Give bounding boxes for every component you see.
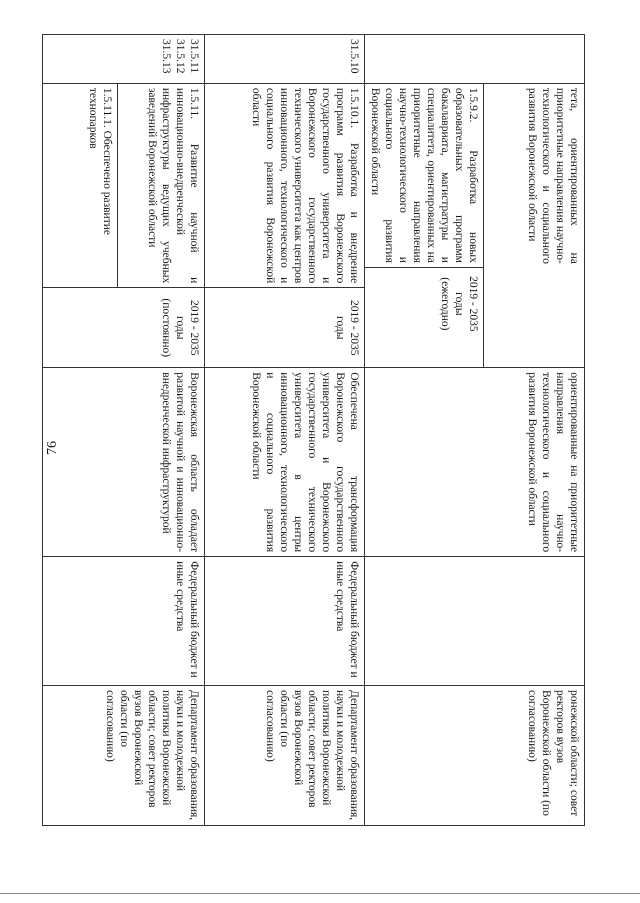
- activity-text: 1.5.11. Развитие научной и инновационно-внедренческой инфраструктуры ведущих учебных заведений Воронежской области: [145, 87, 200, 284]
- activity-text: тета, ориентированных на приоритетные направления научно-технологического и социального развития Воронежской области: [525, 87, 580, 264]
- executor-cell: Департамент образования, науки и молодежной политики Воронежской области; совет ректоров вузов Воронежской области (по согласованию): [204, 685, 364, 825]
- result-cell: Обеспечена трансформация Воронежского государственного университета и Воронежского государственного технического университета в центры инновационного, технологического и социального развития Воронежской области: [204, 368, 364, 557]
- funding-cell: Федеральный бюджет и иные средства: [42, 557, 204, 686]
- table-row: [204, 35, 364, 826]
- page-number: 76: [45, 441, 60, 455]
- activity-cell: 1.5.10.1. Разработка и внедрение программ развития Воронежского государственного университета и Воронежского государственного технического университета как центров инновационного, технологического и социального развития Воронежской области: [204, 83, 364, 287]
- plan-table: [42, 34, 585, 826]
- funding-cell: [364, 557, 584, 686]
- row-number-cell: 31.5.11 31.5.12 31.5.13: [42, 35, 204, 84]
- funding-cell: Федеральный бюджет и иные средства: [204, 557, 364, 686]
- page-bottom-rule: [0, 893, 640, 894]
- rotated-table-container: [55, 34, 585, 826]
- result-cell: Воронежская область обладает развитой научной и инновационно-внедренческой инфраструктурой: [42, 368, 204, 557]
- activity-cell: [42, 83, 204, 287]
- term-cell: 2019 - 2035 годы (постоянно): [42, 288, 204, 368]
- table-row: [364, 35, 584, 826]
- sub-term-text: 2019 - 2035 годы (ежегодно): [438, 276, 479, 332]
- row-number-cell: 31.5.10: [204, 35, 364, 84]
- table-row: [42, 35, 204, 826]
- term-cell: 2019 - 2035 годы: [204, 288, 364, 368]
- sub-activity-text: 1.5.9.2. Разработка новых образовательных программ бакалавриата, магистратуры и специалитета, ориентированных на приоритетные направления научно-технологического и социального развития Воронежской области: [365, 84, 483, 268]
- activity-cell: [364, 83, 584, 367]
- result-cell: ориентированные на приоритетные направления научно-технологического и социального развития Воронежской области: [364, 368, 584, 557]
- row-number-cell: [364, 35, 584, 84]
- sub-activity-text: 1.5.11.1. Обеспечено развитие технопарков: [83, 84, 118, 287]
- executor-cell: ронежской области; совет ректоров вузов Воронежской области (по согласованию): [364, 685, 584, 825]
- executor-cell: Департамент образования, науки и молодежной политики Воронежской области; совет ректоров вузов Воронежской области (по согласованию): [42, 685, 204, 825]
